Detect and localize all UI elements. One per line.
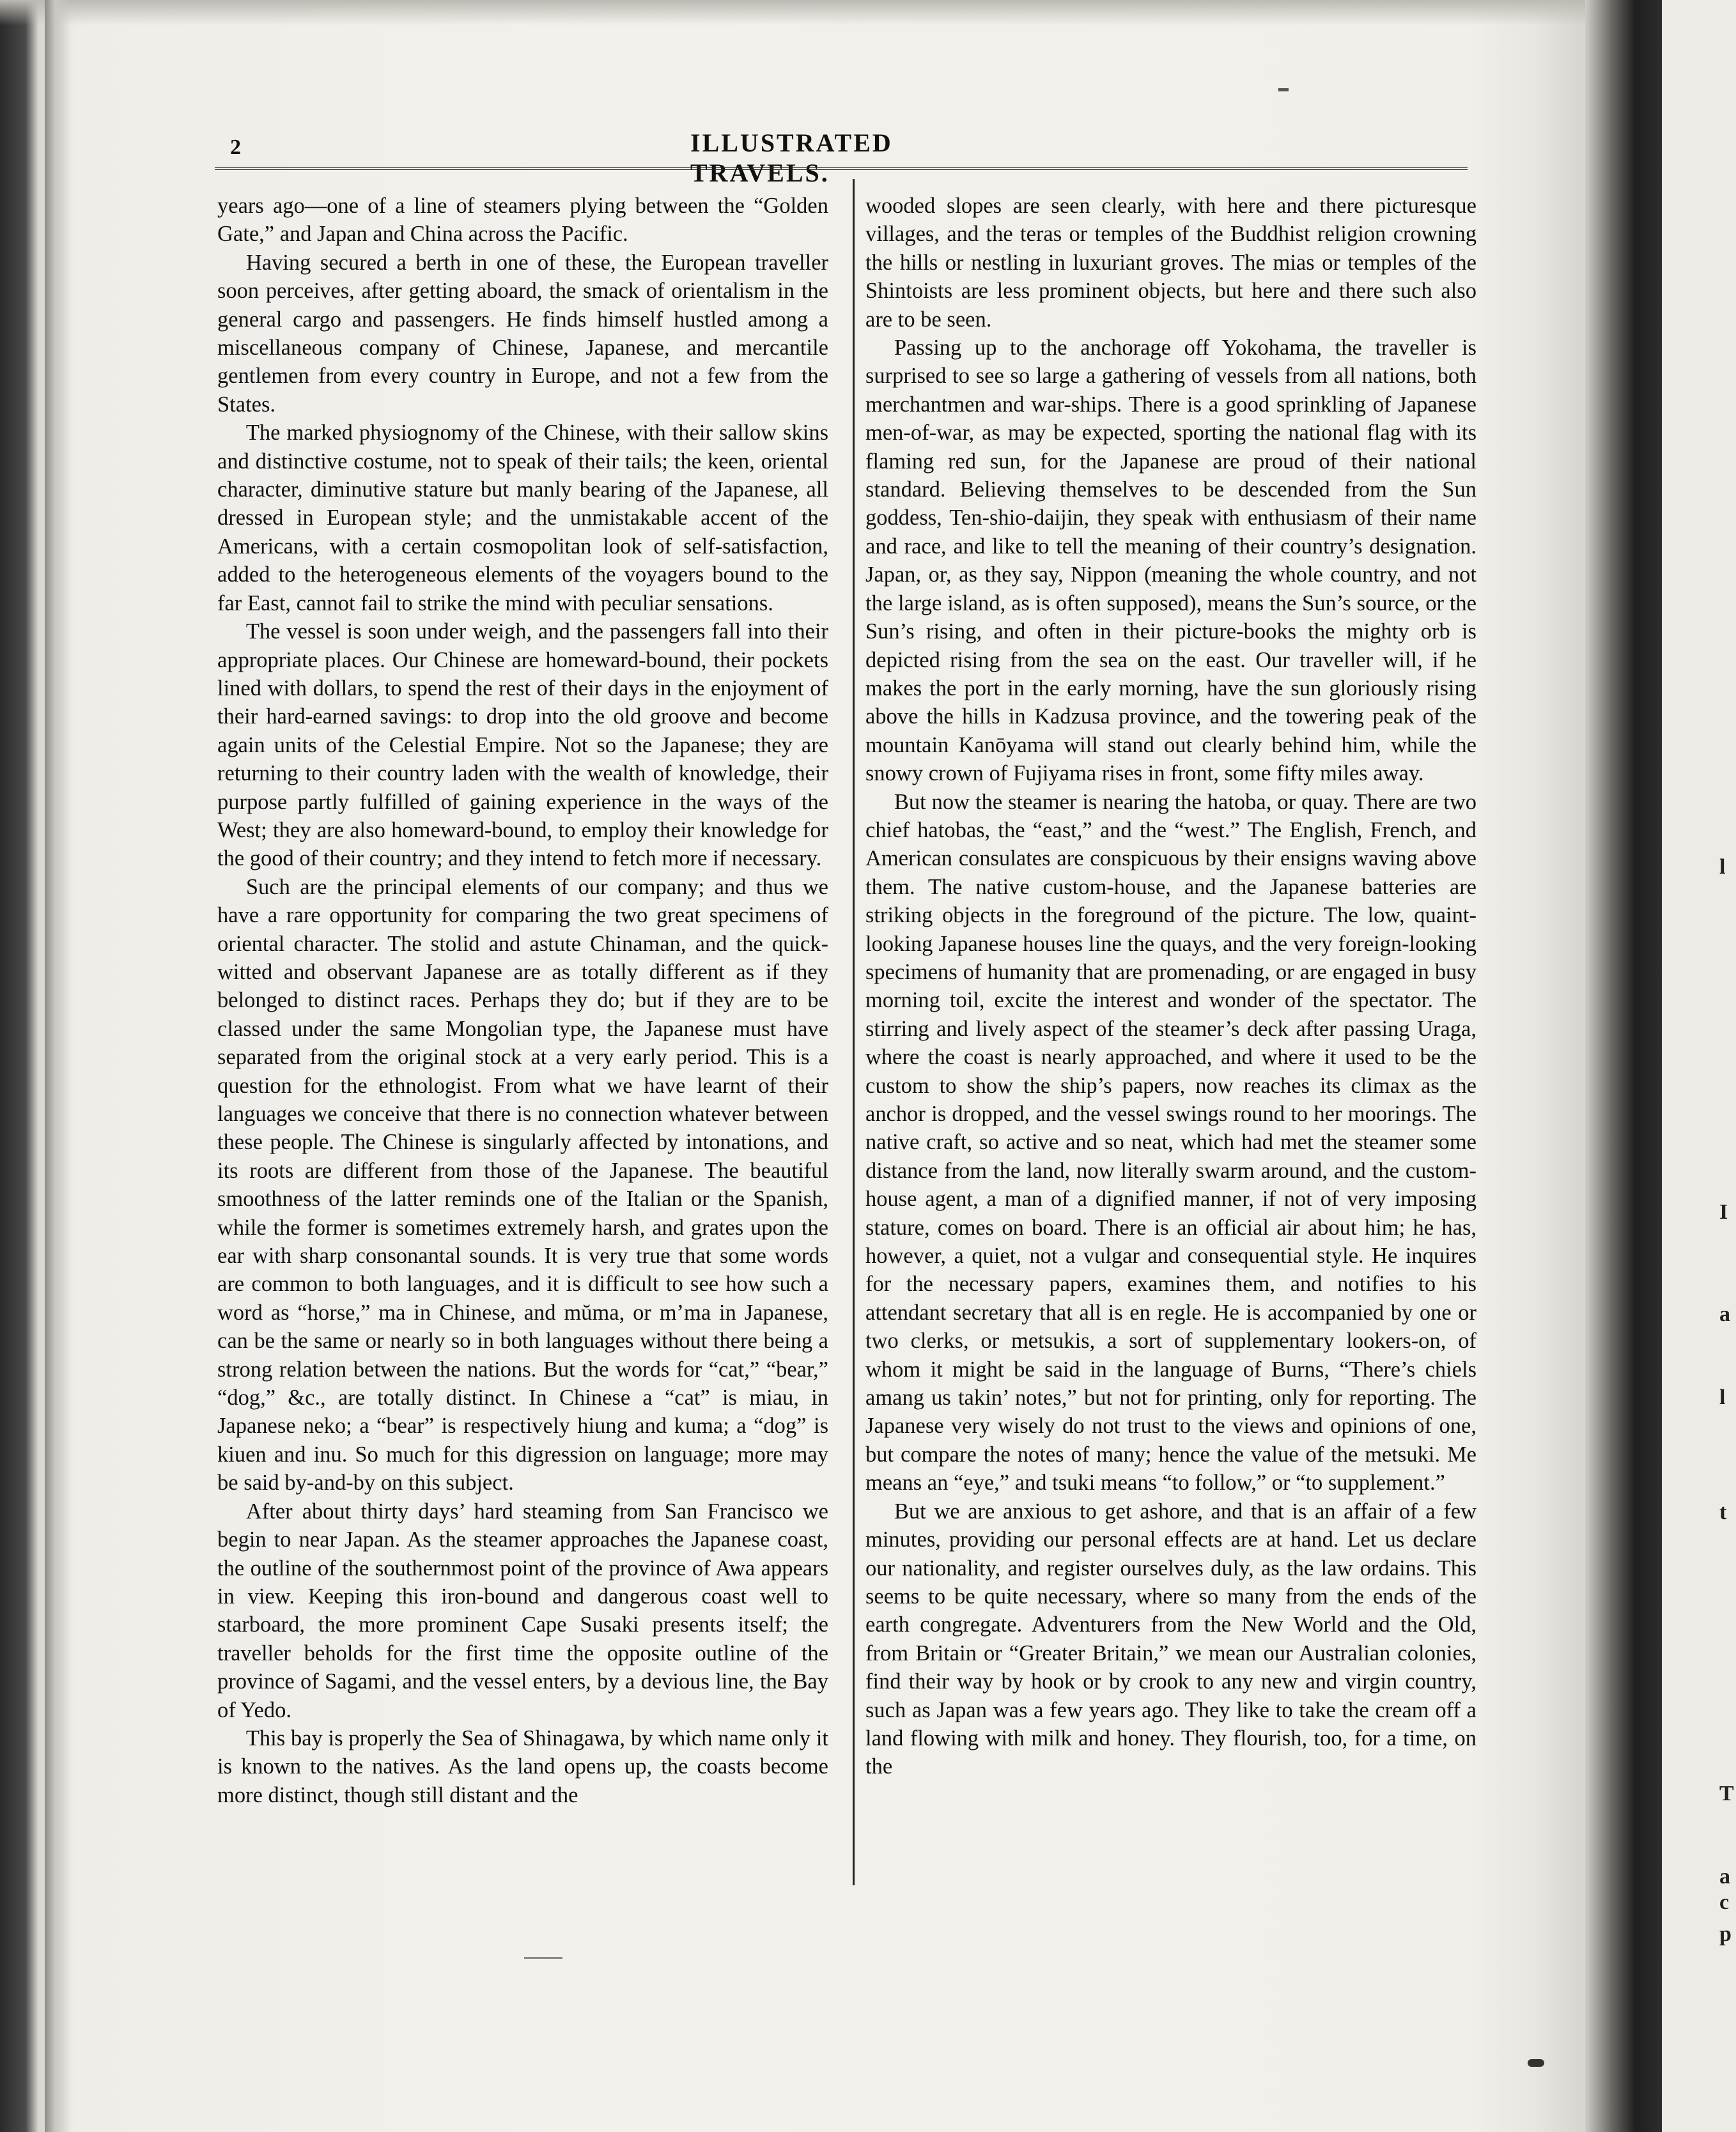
page-edge-shadow [45,0,70,2132]
paragraph: Passing up to the anchorage off Yokohama, the traveller is surprised to see so large a gathering of vessels from all nations, both merchantmen and war-ships. There is a good sprinkling of Japanese men-of-war, as may be expected, sporting the national flag with its flaming red sun, for the Japanese are proud of their national standard. Believing themselves to be descended from the Sun goddess, Ten-shio-daijin, they speak with enthusiasm of their name and race, and like to tell the meaning of their country’s designation. Japan, or, as they say, Nippon (meaning the whole country, and not the large island, as is often supposed), means the Sun’s source, or the Sun’s rising, and often in their picture-books the mighty orb is depicted rising from the sea on the east. Our traveller will, if he makes the port in the early morning, have the sun gloriously rising above the hills in Kadzusa province, and the towering peak of the mountain Kanōyama will stand out clearly behind him, while the snowy crown of Fujiyama rises in front, some fifty miles away. [865,336,1476,786]
paragraph: Such are the principal elements of our company; and thus we have a rare opportunity for comparing the two great specimens of oriental character. The stolid and astute Chinaman, and the quick-witted and observant Japanese are as totally different as if they belonged to distinct races. Perhaps they do; but if they are to be classed under the same Mongolian type, the Japanese must have separated from the original stock at a very early period. This is a question for the ethnologist. From what we have learnt of their languages we conceive that there is no connection whatever between these people. The Chinese is singularly affected by intonations, and its roots are different from those of the Japanese. The beautiful smoothness of the latter reminds one of the Italian or the Spanish, while the former is sometimes extremely harsh, and grates upon the ear with sharp consonantal sounds. It is very true that some words are common to both languages, and it is difficult to see how such a word as “horse,” ma in Chinese, and mŭma, or m’ma in Japanese, can be the same or nearly so in both languages without there being a strong relation between the nations. But the words for “cat,” “bear,” “dog,” &c., are totally distinct. In Chinese a “cat” is miau, in Japanese neko; a “bear” is respectively hiung and kuma; a “dog” is kiuen and inu. So much for this digression on language; more may be said by-and-by on this subject. [217,874,828,1495]
facing-page-strip [1662,0,1736,2132]
page-number: 2 [230,135,241,159]
facing-page-fragment: a [1719,1302,1730,1326]
paragraph: But we are anxious to get ashore, and that is an affair of a few minutes, providing our personal effects are at hand. Let us declare our nationality, and register ourselves duly, as the law ordains. This seems to be quite necessary, where so many from the ends of the earth congregate. Adventurers from the New World and the Old, from Britain or “Greater Britain,” we mean our Australian colonies, find their way by hook or by crook to any new and virgin country, such as Japan was a few years ago. They like to take the cream off a land flowing with milk and honey. They flourish, too, for a time, on the [865,1499,1476,1779]
paragraph: After about thirty days’ hard steaming from San Francisco we begin to near Japan. As the steamer approaches the Japanese coast, the outline of the southernmost point of the province of Awa appears in view. Keeping this iron-bound and dangerous coast well to starboard, the more prominent Cape Susaki presents itself; the traveller beholds for the first time the opposite outline of the province of Sagami, and the vessel enters, by a devious line, the Bay of Yedo. [217,1499,828,1722]
paragraph: years ago—one of a line of steamers plying between the “Golden Gate,” and Japan and China across the Pacific. [217,194,828,247]
paragraph: Having secured a berth in one of these, the European traveller soon perceives, after getting aboard, the smack of orientalism in the general cargo and passengers. He finds himself hustled among a miscellaneous company of Chinese, Japanese, and mercantile gentlemen from every country in Europe, and not a few from the States. [217,250,828,417]
column-rule [853,179,855,1885]
ink-smudge [1528,2059,1544,2067]
facing-page-fragment: I [1719,1200,1728,1224]
facing-page-fragment: t [1719,1501,1727,1524]
top-edge-shadow [0,0,1736,26]
ink-smudge [524,1957,562,1959]
right-column [865,192,1476,1904]
facing-page-fragment: T [1719,1782,1734,1805]
facing-page-fragment: a [1719,1865,1730,1889]
paragraph: wooded slopes are seen clearly, with here and there picturesque villages, and the teras or temples of the Buddhist religion crowning the hills or nestling in luxuriant groves. The mias or temples of the Shintoists are less prominent objects, but here and there such also are to be seen. [865,194,1476,332]
running-head: ILLUSTRATED TRAVELS. [690,128,893,187]
header-rule [215,167,1468,170]
facing-page-fragment: l [1719,855,1726,879]
ink-smudge [1278,88,1289,91]
facing-page-fragment: p [1719,1922,1732,1946]
paragraph: The vessel is soon under weigh, and the passengers fall into their appropriate places. Our Chinese are homeward-bound, their pockets lined with dollars, to spend the rest of their days in the enjoyment of their hard-earned savings: to drop into the old groove and become again units of the Celestial Empire. Not so the Japanese; they are returning to their country laden with the wealth of knowledge, their purpose partly fulfilled of gaining experience in the ways of the West; they are also homeward-bound, to employ their knowledge for the good of their country; and they intend to fetch more if necessary. [217,619,828,871]
paragraph: This bay is properly the Sea of Shinagawa, by which name only it is known to the natives. As the land opens up, the coasts become more distinct, though still distant and the [217,1726,828,1807]
facing-page-fragment: c [1719,1890,1730,1914]
left-column [217,192,828,1904]
facing-page-fragment: l [1719,1386,1726,1409]
paragraph: The marked physiognomy of the Chinese, with their sallow skins and distinctive costume, not to speak of their tails; the keen, oriental character, diminutive stature but manly bearing of the Japanese, all dressed in European style; and the unmistakable accent of the Americans, with a certain cosmopolitan look of self-satisfaction, added to the heterogeneous elements of the voyagers bound to the far East, cannot fail to strike the mind with peculiar sensations. [217,421,828,615]
paragraph: But now the steamer is nearing the hatoba, or quay. There are two chief hatobas, the “east,” and the “west.” The English, French, and American consulates are conspicuous by their ensigns waving above them. The native custom-house, and the Japanese batteries are striking objects in the foreground of the picture. The low, quaint-looking Japanese houses line the quays, and the very foreign-looking specimens of humanity that are promenading, or are engaged in busy morning toil, excite the interest and wonder of the spectator. The stirring and lively aspect of the steamer’s deck after passing Uraga, where the coast is nearly approached, and where it used to be the custom to show the ship’s papers, now reaches its climax as the anchor is dropped, and the vessel swings round to her moorings. The native craft, so active and so neat, which had met the steamer some distance from the land, now literally swarm around, and the custom-house agent, a man of a dignified manner, if not of very imposing stature, comes on board. There is an official air about him; he has, however, a quiet, not a vulgar and consequential style. He inquires for the necessary papers, examines them, and notifies to his attendant secretary that all is en regle. He is accompanied by one or two clerks, or metsukis, a sort of supplementary lookers-on, of whom it might be said in the language of Burns, “There’s chiels amang us takin’ notes,” but not for printing, only for reporting. The Japanese very wisely do not trust to the views and opinions of one, but compare the notes of many; hence the value of the metsuki. Me means an “eye,” and tsuki means “to follow,” or “to supplement.” [865,789,1476,1495]
book-gutter [1585,0,1662,2132]
